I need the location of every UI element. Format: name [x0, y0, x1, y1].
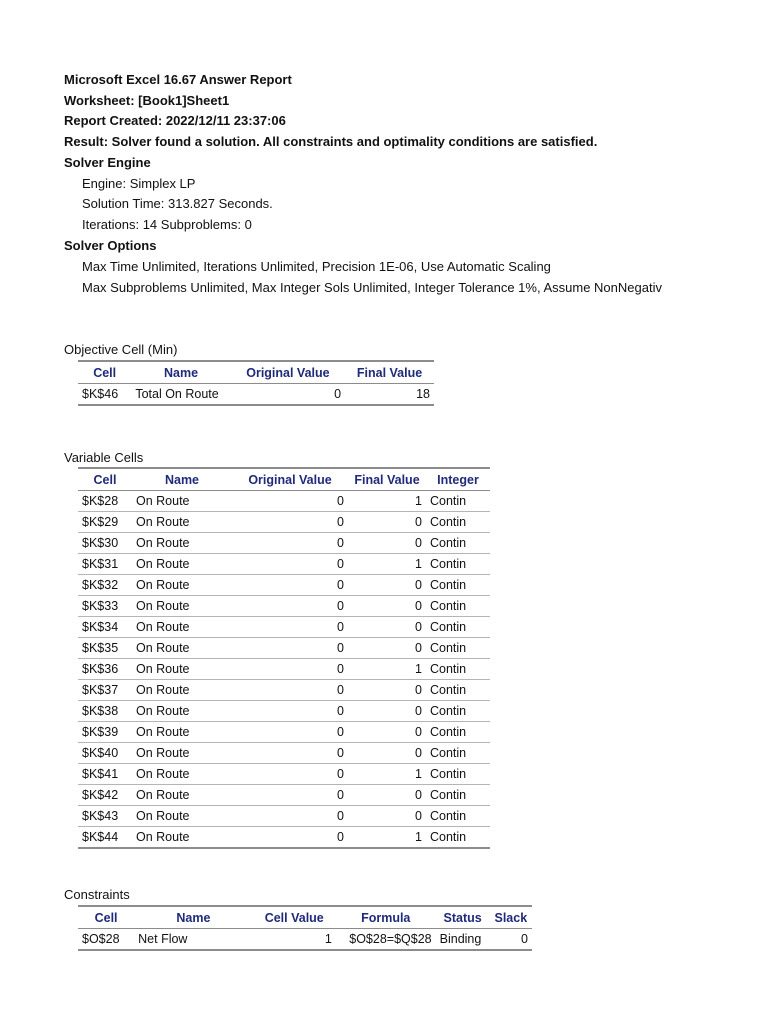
final-value: 0: [348, 743, 426, 764]
solver-engine-heading: Solver Engine: [64, 155, 151, 170]
table-row: [78, 384, 434, 406]
integer-type: Contin: [426, 827, 490, 849]
original-value: 0: [232, 659, 348, 680]
integer-type: Contin: [426, 722, 490, 743]
original-value: 0: [232, 638, 348, 659]
original-value: 0: [232, 785, 348, 806]
integer-type: Contin: [426, 596, 490, 617]
final-value: 0: [348, 575, 426, 596]
cell-ref: $K$33: [78, 596, 132, 617]
cell-name: On Route: [132, 701, 232, 722]
original-value: 0: [232, 617, 348, 638]
cell-ref: $K$41: [78, 764, 132, 785]
final-value: 1: [348, 827, 426, 849]
final-value: 0: [348, 533, 426, 554]
iterations-line: Iterations: 14 Subproblems: 0: [82, 217, 252, 232]
cell-name: On Route: [132, 743, 232, 764]
table-row: [78, 617, 490, 638]
original-value: 0: [232, 680, 348, 701]
column-header: Original Value: [231, 361, 345, 384]
table-row: [78, 575, 490, 596]
integer-type: Contin: [426, 491, 490, 512]
cell-ref: $K$38: [78, 701, 132, 722]
integer-type: Contin: [426, 680, 490, 701]
cell-name: On Route: [132, 806, 232, 827]
constraints-table: [78, 905, 532, 951]
original-value: 0: [232, 806, 348, 827]
integer-type: Contin: [426, 512, 490, 533]
integer-type: Contin: [426, 617, 490, 638]
engine-line: Engine: Simplex LP: [82, 176, 196, 191]
table-row: [78, 554, 490, 575]
cell-name: On Route: [132, 491, 232, 512]
cell-ref: $K$42: [78, 785, 132, 806]
table-row: [78, 533, 490, 554]
cell-name: On Route: [132, 764, 232, 785]
cell-ref: $K$32: [78, 575, 132, 596]
cell-name: On Route: [132, 659, 232, 680]
constraints-section-title: Constraints: [64, 887, 130, 902]
column-header: Name: [132, 468, 232, 491]
column-header: Original Value: [232, 468, 348, 491]
column-header: Name: [131, 361, 230, 384]
cell-ref: $K$44: [78, 827, 132, 849]
column-header: Final Value: [348, 468, 426, 491]
final-value: 1: [348, 764, 426, 785]
cell-ref: $K$31: [78, 554, 132, 575]
original-value: 0: [232, 512, 348, 533]
column-header: Cell: [78, 361, 131, 384]
cell-ref: $K$36: [78, 659, 132, 680]
table-row: [78, 491, 490, 512]
table-row: [78, 806, 490, 827]
cell-name: On Route: [132, 638, 232, 659]
original-value: 0: [232, 575, 348, 596]
table-row: [78, 701, 490, 722]
final-value: 18: [345, 384, 434, 406]
cell-ref: $K$46: [78, 384, 131, 406]
integer-type: Contin: [426, 785, 490, 806]
original-value: 0: [232, 743, 348, 764]
options-line-1: Max Time Unlimited, Iterations Unlimited, Precision 1E-06, Use Automatic Scaling: [82, 259, 551, 274]
solution-time-line: Solution Time: 313.827 Seconds.: [82, 196, 273, 211]
column-header: Status: [436, 906, 490, 929]
original-value: 0: [232, 722, 348, 743]
column-header: Formula: [336, 906, 436, 929]
integer-type: Contin: [426, 554, 490, 575]
final-value: 0: [348, 701, 426, 722]
column-header: Name: [134, 906, 253, 929]
table-row: [78, 680, 490, 701]
table-header-row: [78, 361, 434, 384]
solver-options-heading: Solver Options: [64, 238, 157, 253]
table-row: [78, 827, 490, 849]
table-row: [78, 785, 490, 806]
table-row: [78, 512, 490, 533]
cell-ref: $K$28: [78, 491, 132, 512]
cell-name: On Route: [132, 680, 232, 701]
original-value: 0: [232, 554, 348, 575]
table-header-row: [78, 906, 532, 929]
integer-type: Contin: [426, 701, 490, 722]
final-value: 0: [348, 806, 426, 827]
variables-section-title: Variable Cells: [64, 450, 144, 465]
status: Binding: [436, 929, 490, 951]
final-value: 1: [348, 491, 426, 512]
cell-name: On Route: [132, 596, 232, 617]
final-value: 0: [348, 722, 426, 743]
cell-name: On Route: [132, 617, 232, 638]
integer-type: Contin: [426, 533, 490, 554]
table-row: [78, 596, 490, 617]
original-value: 0: [232, 764, 348, 785]
cell-ref: $O$28: [78, 929, 134, 951]
column-header: Cell: [78, 906, 134, 929]
final-value: 0: [348, 785, 426, 806]
cell-name: On Route: [132, 533, 232, 554]
result-line: Result: Solver found a solution. All constraints and optimality conditions are satisfied.: [64, 134, 598, 149]
cell-name: On Route: [132, 722, 232, 743]
integer-type: Contin: [426, 638, 490, 659]
cell-name: On Route: [132, 512, 232, 533]
integer-type: Contin: [426, 764, 490, 785]
cell-name: On Route: [132, 554, 232, 575]
report-title: Microsoft Excel 16.67 Answer Report: [64, 72, 292, 87]
integer-type: Contin: [426, 575, 490, 596]
objective-section-title: Objective Cell (Min): [64, 342, 178, 357]
original-value: 0: [232, 491, 348, 512]
variables-table: [78, 467, 490, 849]
cell-ref: $K$37: [78, 680, 132, 701]
cell-value: 1: [253, 929, 336, 951]
table-row: [78, 659, 490, 680]
final-value: 0: [348, 638, 426, 659]
variables-table-body: [78, 491, 490, 849]
integer-type: Contin: [426, 806, 490, 827]
original-value: 0: [232, 533, 348, 554]
cell-name: Total On Route: [131, 384, 230, 406]
cell-ref: $K$43: [78, 806, 132, 827]
report-created-line: Report Created: 2022/12/11 23:37:06: [64, 113, 286, 128]
cell-ref: $K$39: [78, 722, 132, 743]
column-header: Slack: [490, 906, 532, 929]
table-header-row: [78, 468, 490, 491]
original-value: 0: [232, 827, 348, 849]
objective-table: [78, 360, 434, 406]
cell-name: Net Flow: [134, 929, 253, 951]
column-header: Integer: [426, 468, 490, 491]
final-value: 0: [348, 680, 426, 701]
cell-ref: $K$30: [78, 533, 132, 554]
cell-name: On Route: [132, 575, 232, 596]
column-header: Cell: [78, 468, 132, 491]
integer-type: Contin: [426, 659, 490, 680]
original-value: 0: [232, 701, 348, 722]
worksheet-line: Worksheet: [Book1]Sheet1: [64, 93, 230, 108]
table-row: [78, 638, 490, 659]
final-value: 0: [348, 596, 426, 617]
final-value: 1: [348, 554, 426, 575]
table-row: [78, 929, 532, 951]
final-value: 0: [348, 512, 426, 533]
formula: $O$28=$Q$28: [336, 929, 436, 951]
table-row: [78, 764, 490, 785]
original-value: 0: [232, 596, 348, 617]
integer-type: Contin: [426, 743, 490, 764]
cell-ref: $K$35: [78, 638, 132, 659]
column-header: Cell Value: [253, 906, 336, 929]
slack: 0: [490, 929, 532, 951]
options-line-2: Max Subproblems Unlimited, Max Integer Sols Unlimited, Integer Tolerance 1%, Assume NonNegativ: [82, 280, 662, 295]
table-row: [78, 722, 490, 743]
original-value: 0: [231, 384, 345, 406]
final-value: 1: [348, 659, 426, 680]
final-value: 0: [348, 617, 426, 638]
cell-ref: $K$40: [78, 743, 132, 764]
cell-name: On Route: [132, 785, 232, 806]
cell-ref: $K$34: [78, 617, 132, 638]
column-header: Final Value: [345, 361, 434, 384]
cell-name: On Route: [132, 827, 232, 849]
cell-ref: $K$29: [78, 512, 132, 533]
table-row: [78, 743, 490, 764]
